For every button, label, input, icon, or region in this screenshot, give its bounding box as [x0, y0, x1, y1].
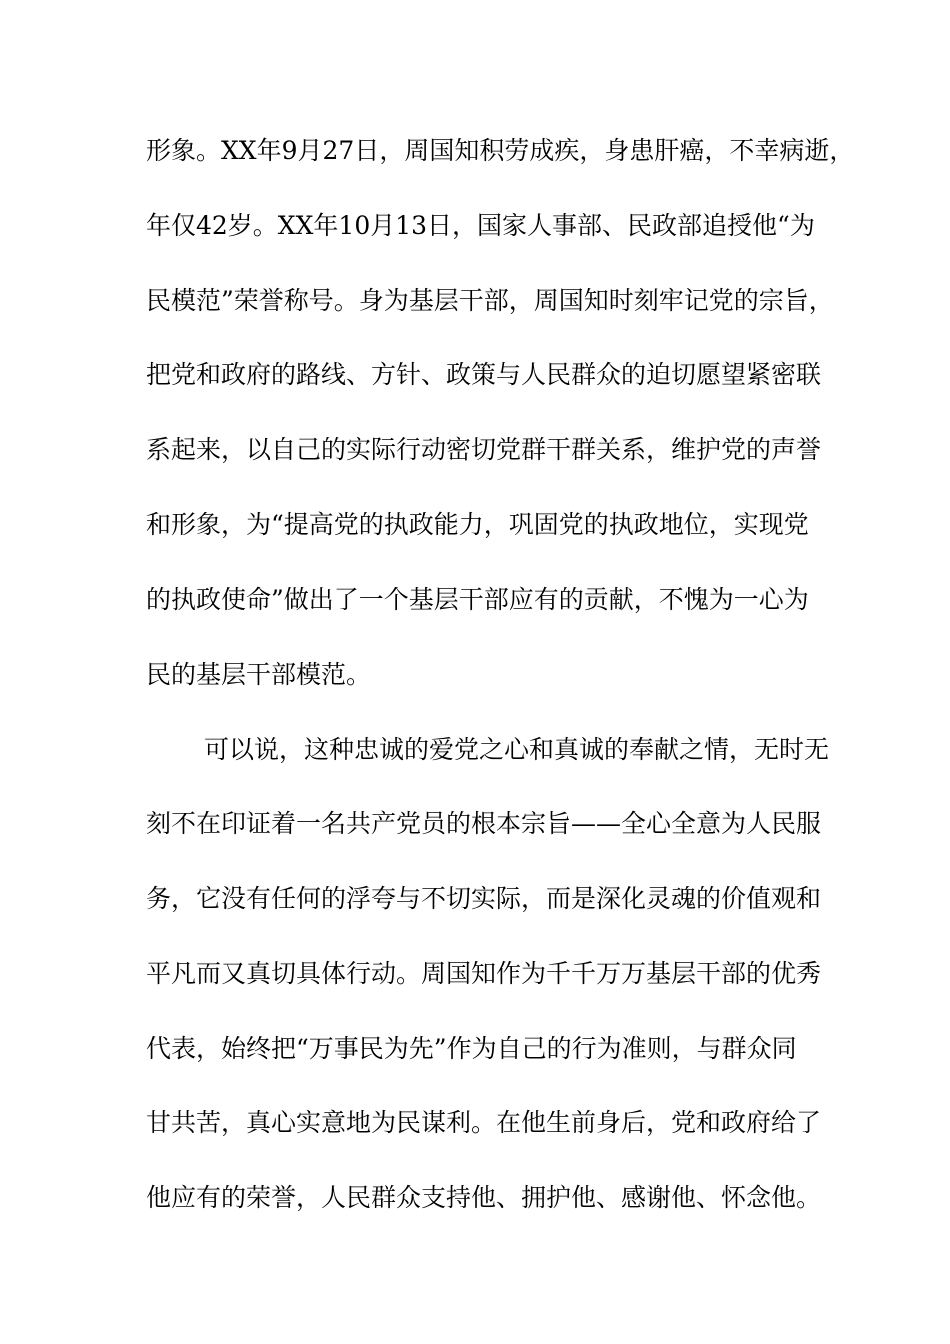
paragraph-line: 可以说，这种忠诚的爱党之心和真诚的奉献之情，无时无 [204, 735, 830, 764]
paragraph-line: 他应有的荣誉，人民群众支持他、拥护他、感谢他、怀念他。 [146, 1183, 822, 1212]
paragraph-line: 和形象，为“提高党的执政能力，巩固党的执政地位，实现党 [146, 510, 809, 539]
paragraph-line: 的执政使命”做出了一个基层干部应有的贡献，不愧为一心为 [146, 585, 809, 614]
paragraph-line: 把党和政府的路线、方针、政策与人民群众的迫切愿望紧密联 [146, 360, 822, 389]
paragraph-line: 代表，始终把“万事民为先”作为自己的行为准则，与群众同 [146, 1034, 797, 1063]
paragraph-line: 民的基层干部模范。 [146, 660, 372, 689]
paragraph-line: 系起来，以自己的实际行动密切党群干群关系，维护党的声誉 [146, 435, 822, 464]
paragraph-line: 务，它没有任何的浮夸与不切实际，而是深化灵魂的价值观和 [146, 884, 822, 913]
paragraph-line: 形象。XX年9月27日，周国知积劳成疾，身患肝癌，不幸病逝， [146, 136, 855, 165]
paragraph-line: 刻不在印证着一名共产党员的根本宗旨——全心全意为人民服 [146, 809, 822, 838]
paragraph-line: 年仅42岁。XX年10月13日，国家人事部、民政部追授他“为 [146, 211, 815, 240]
paragraph-line: 民模范”荣誉称号。身为基层干部，周国知时刻牢记党的宗旨， [146, 286, 834, 315]
paragraph-line: 平凡而又真切具体行动。周国知作为千千万万基层干部的优秀 [146, 959, 822, 988]
paragraph-line: 甘共苦，真心实意地为民谋利。在他生前身后，党和政府给了 [146, 1108, 822, 1137]
